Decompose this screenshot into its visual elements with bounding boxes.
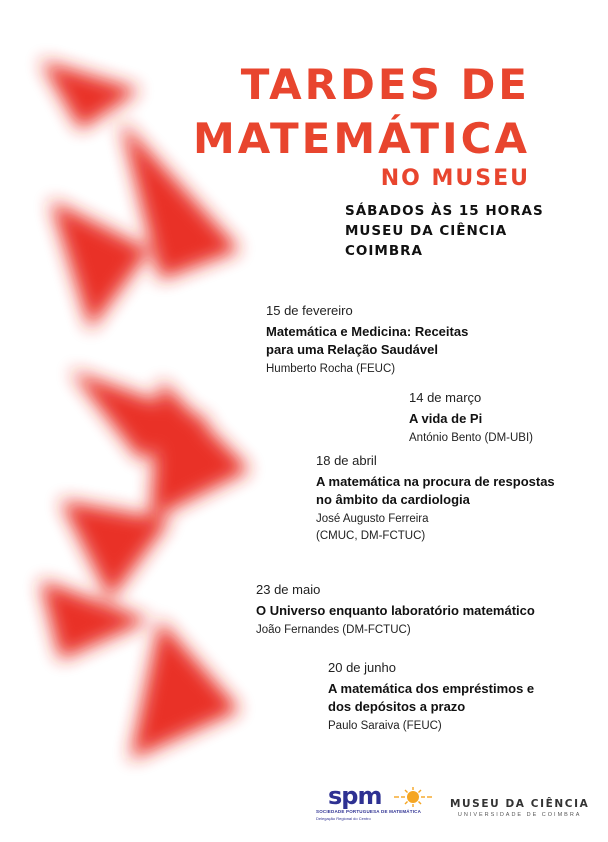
- poster-title-line1: TARDES DE: [240, 60, 530, 109]
- info-time: SÁBADOS ÀS 15 HORAS: [345, 203, 544, 219]
- event-date: 15 de fevereiro: [266, 303, 353, 318]
- museu-ciencia-logo: [450, 798, 589, 819]
- event-title: [316, 473, 555, 509]
- event-title: [328, 680, 534, 716]
- event-speaker: [316, 511, 555, 545]
- event-march: [409, 389, 533, 447]
- spm-logo-letters: spm: [328, 782, 382, 810]
- sun-icon: [392, 786, 434, 808]
- event-february: [266, 302, 468, 378]
- event-title-line: A matemática na procura de respostas: [316, 474, 555, 489]
- event-date: 23 de maio: [256, 582, 321, 597]
- spm-logo-name: SOCIEDADE PORTUGUESA DE MATEMÁTICA: [316, 809, 422, 814]
- event-april: [316, 452, 555, 545]
- poster-title-line2: MATEMÁTICA: [192, 114, 530, 163]
- poster-subtitle: NO MUSEU: [380, 166, 530, 191]
- event-title-line: dos depósitos a prazo: [328, 699, 466, 714]
- event-title-line: Matemática e Medicina: Receitas: [266, 324, 469, 339]
- event-title: O Universo enquanto laboratório matemático: [256, 603, 535, 618]
- museu-logo-name: MUSEU DA CIÊNCIA: [450, 798, 590, 810]
- event-date: 20 de junho: [328, 660, 396, 675]
- event-title-line: A matemática dos empréstimos e: [328, 681, 535, 696]
- spm-logo-delegation: Delegação Regional do Centro: [316, 816, 371, 821]
- event-title-line: no âmbito da cardiologia: [316, 492, 470, 507]
- event-date: 14 de março: [409, 390, 482, 405]
- info-venue: MUSEU DA CIÊNCIA: [345, 223, 508, 239]
- event-speaker-line: José Augusto Ferreira: [316, 513, 429, 525]
- event-title: A vida de Pi: [409, 411, 483, 426]
- sponsor-logos: [0, 784, 608, 824]
- schedule-info: [345, 201, 544, 261]
- event-june: [328, 659, 534, 735]
- spm-logo: [316, 784, 438, 822]
- event-speaker: António Bento (DM-UBI): [409, 432, 533, 444]
- event-title: [266, 323, 468, 359]
- triangle-3: [50, 200, 150, 330]
- event-title-line: para uma Relação Saudável: [266, 342, 438, 357]
- triangle-8: [130, 620, 240, 760]
- event-speaker: João Fernandes (DM-FCTUC): [256, 624, 411, 636]
- triangle-7: [40, 580, 150, 660]
- event-may: [256, 581, 535, 639]
- triangle-5: [150, 380, 250, 520]
- event-date: 18 de abril: [316, 453, 377, 468]
- event-speaker-line: (CMUC, DM-FCTUC): [316, 530, 426, 542]
- museu-logo-university: UNIVERSIDADE DE COIMBRA: [457, 812, 582, 818]
- event-speaker: Paulo Saraiva (FEUC): [328, 720, 442, 732]
- event-speaker: Humberto Rocha (FEUC): [266, 363, 396, 375]
- triangle-1: [40, 60, 140, 130]
- info-city: COIMBRA: [345, 243, 423, 259]
